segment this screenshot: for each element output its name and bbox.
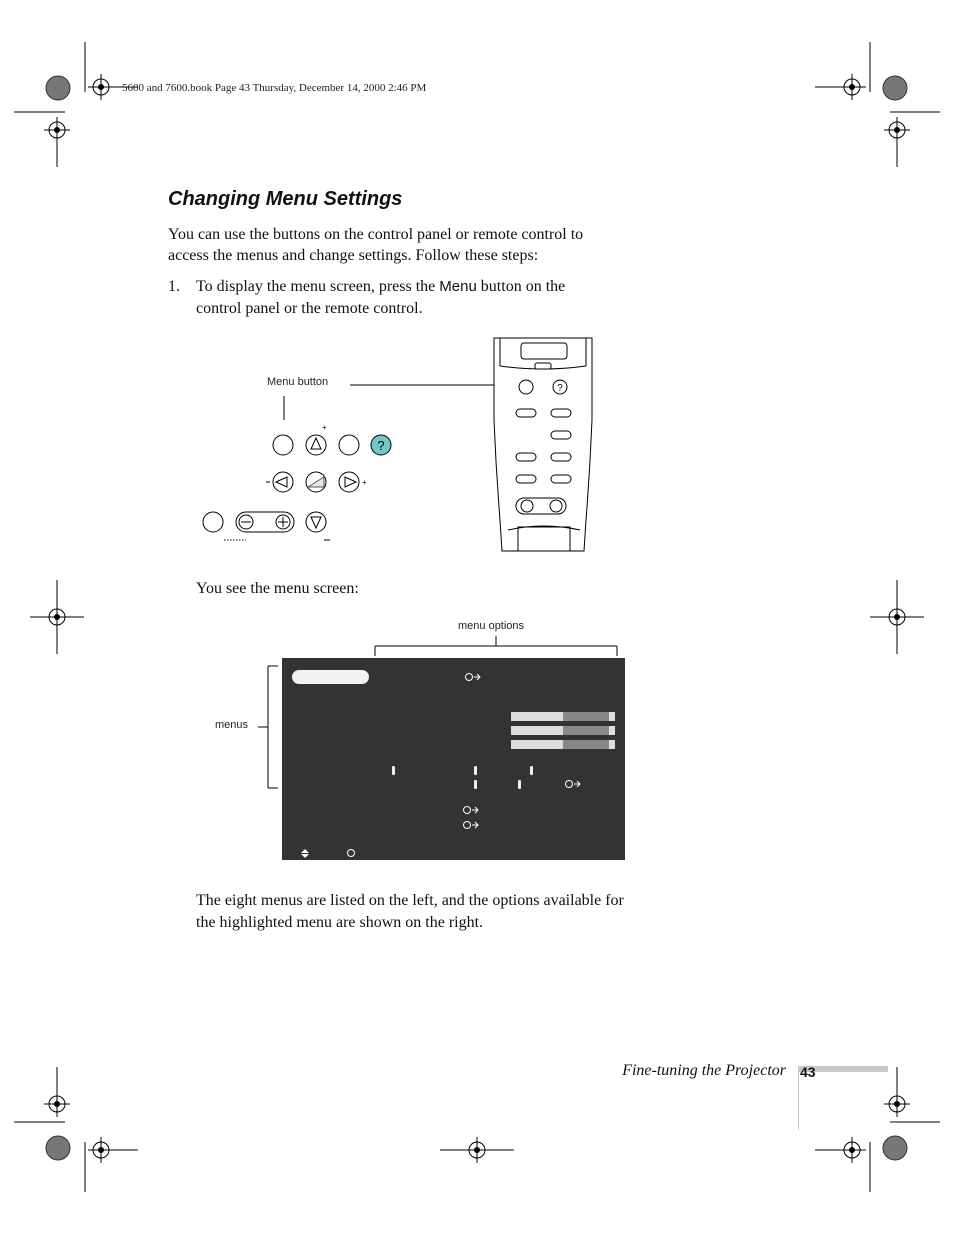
step-number: 1.: [168, 278, 180, 295]
page-rule: [798, 1066, 799, 1130]
section-title: Changing Menu Settings: [168, 188, 403, 210]
page-number: 43: [800, 1064, 816, 1080]
remote-help-glyph: ?: [557, 383, 563, 394]
help-glyph: ?: [377, 438, 385, 453]
svg-text:+: +: [322, 423, 327, 432]
see-menu-text: You see the menu screen:: [196, 580, 359, 597]
highlighted-menu: [292, 670, 369, 684]
menu-options-label: menu options: [458, 620, 525, 632]
print-stamp: 5600 and 7600.book Page 43 Thursday, December 14, 2000 2:46 PM: [122, 82, 427, 94]
chapter-name: Fine-tuning the Projector: [622, 1062, 786, 1079]
menus-label: menus: [215, 719, 249, 731]
menu-button-word: Menu: [439, 278, 477, 295]
intro-paragraph: You can use the buttons on the control panel or remote control to access the menus and change settings. Follow these steps:: [168, 226, 584, 264]
closing-paragraph: The eight menus are listed on the left, and the options available for the highlighted menu are shown on the right.: [196, 892, 624, 931]
step-text: To display the menu screen, press the Menu button on the control panel or the remote control.: [196, 278, 566, 317]
svg-text:+: +: [362, 478, 367, 487]
menu-button-callout: Menu button: [267, 376, 329, 388]
